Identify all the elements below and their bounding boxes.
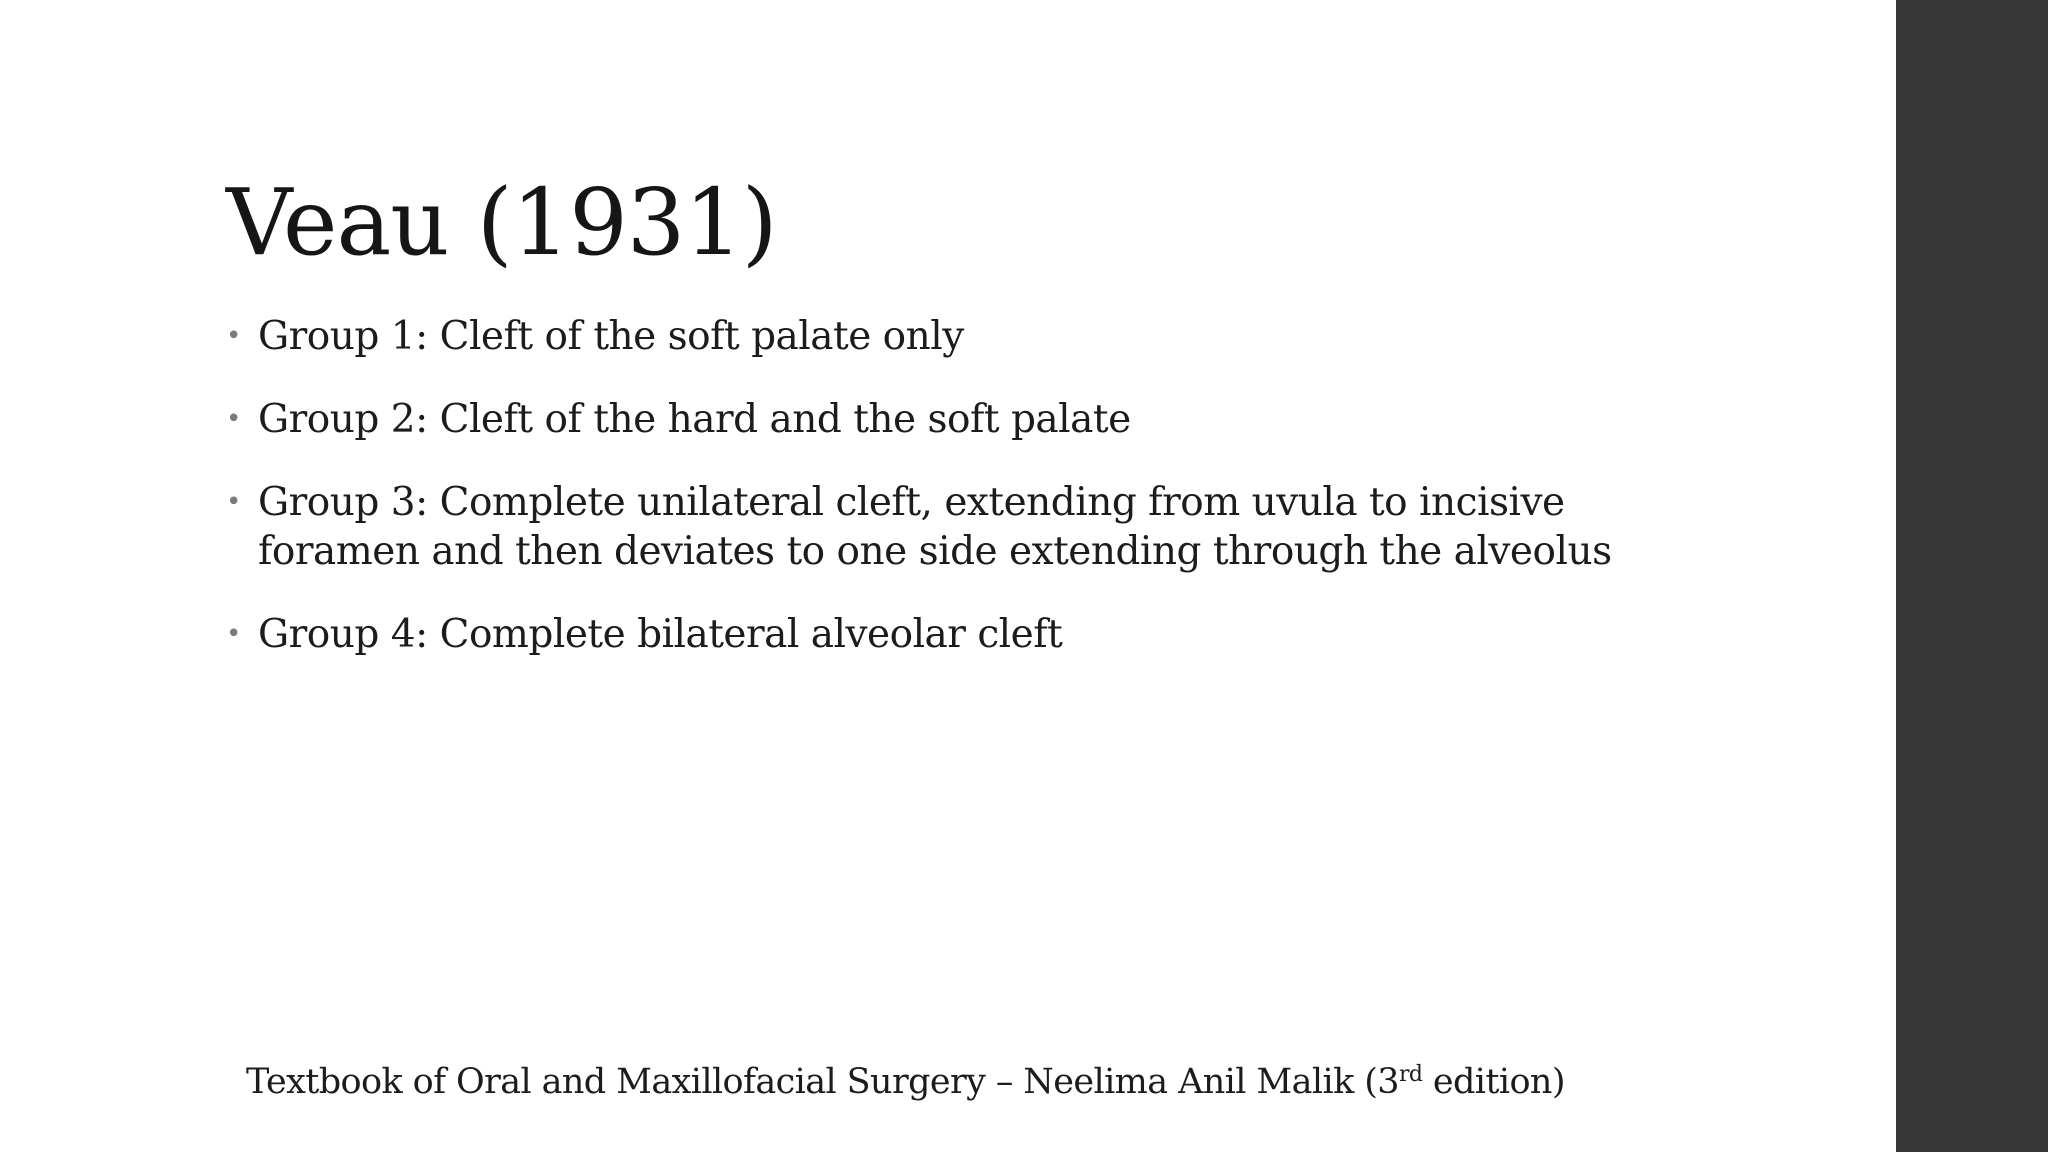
bullet-item-group-2	[224, 395, 1624, 444]
bullet-dot-icon: •	[226, 487, 241, 517]
bullet-text: Group 3: Complete unilateral cleft, extending from uvula to incisive foramen and then deviates to one side extending through the alveolus	[258, 480, 1612, 574]
slide-title: Veau (1931)	[226, 169, 777, 276]
bullet-dot-icon: •	[226, 404, 241, 434]
citation-superscript: rd	[1398, 1062, 1423, 1087]
bullet-item-group-3	[224, 478, 1624, 576]
bullet-item-group-1	[224, 312, 1624, 361]
bullet-text: Group 2: Cleft of the hard and the soft palate	[258, 397, 1131, 442]
citation-text: Textbook of Oral and Maxillofacial Surgery – Neelima Anil Malik (3	[246, 1062, 1399, 1102]
citation-edition: edition)	[1422, 1062, 1565, 1102]
side-accent-bar	[1896, 0, 2048, 1152]
bullet-text: Group 4: Complete bilateral alveolar cleft	[258, 612, 1063, 657]
source-citation	[246, 1060, 1565, 1104]
bullet-item-group-4	[224, 610, 1624, 659]
bullet-dot-icon: •	[226, 321, 241, 351]
bullet-list	[224, 312, 1624, 693]
bullet-dot-icon: •	[226, 619, 241, 649]
bullet-text: Group 1: Cleft of the soft palate only	[258, 314, 964, 359]
